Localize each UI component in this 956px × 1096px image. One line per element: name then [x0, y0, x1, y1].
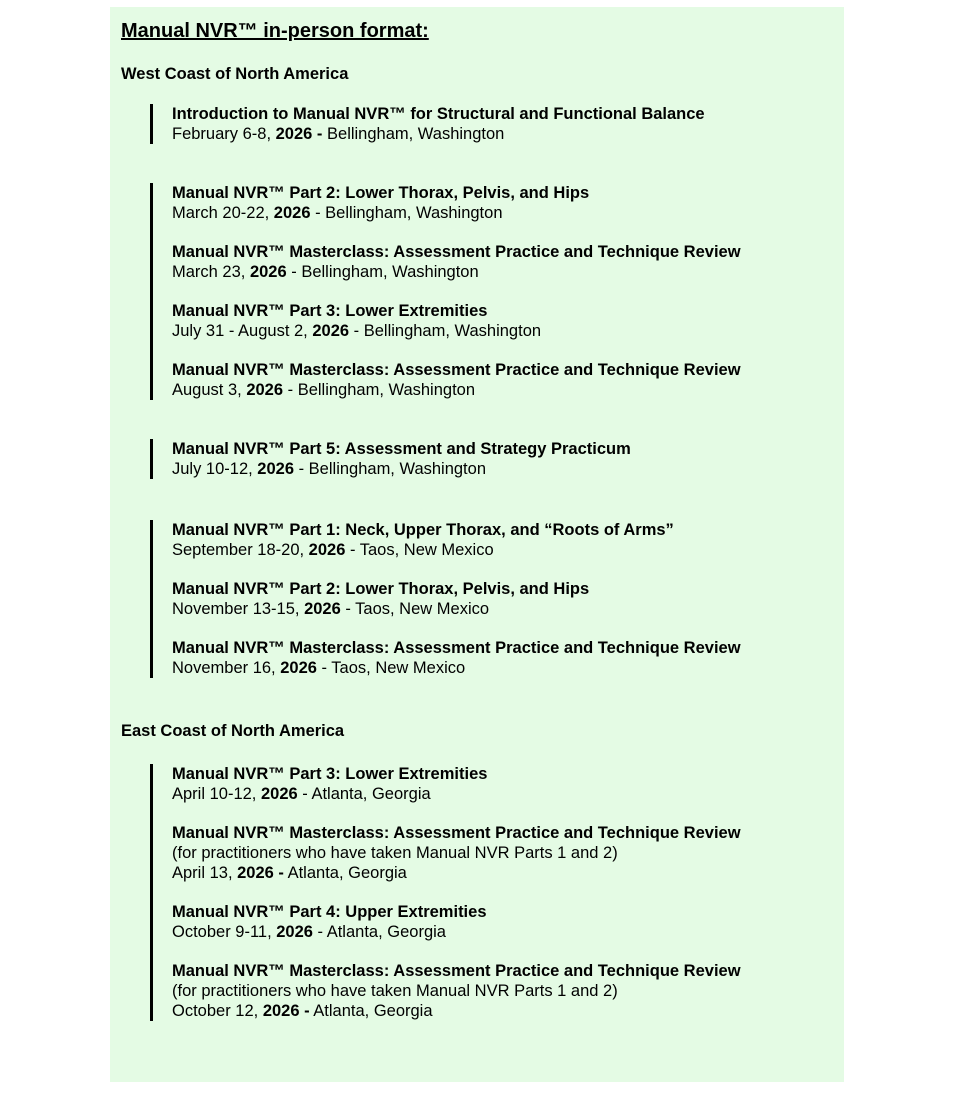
event-date: November 16, 2026 - Taos, New Mexico — [172, 659, 466, 677]
event-title: Introduction to Manual NVR™ for Structural and Functional Balance — [172, 105, 705, 123]
event-title: Manual NVR™ Part 3: Lower Extremities — [172, 765, 488, 783]
event-date: October 9-11, 2026 - Atlanta, Georgia — [172, 923, 446, 941]
event-title: Manual NVR™ Part 1: Neck, Upper Thorax, and “Roots of Arms” — [172, 521, 674, 539]
event-title: Manual NVR™ Masterclass: Assessment Practice and Technique Review — [172, 962, 741, 980]
event-item — [172, 183, 741, 223]
event-item — [172, 242, 741, 282]
event-note: (for practitioners who have taken Manual NVR Parts 1 and 2) — [172, 844, 618, 862]
event-date: April 13, 2026 - Atlanta, Georgia — [172, 864, 407, 882]
event-item — [172, 439, 631, 479]
event-date: April 10-12, 2026 - Atlanta, Georgia — [172, 785, 431, 803]
event-date: November 13-15, 2026 - Taos, New Mexico — [172, 600, 490, 618]
event-item — [172, 104, 705, 144]
event-item — [172, 360, 741, 400]
event-title: Manual NVR™ Part 5: Assessment and Strategy Practicum — [172, 440, 631, 458]
event-date: March 20-22, 2026 - Bellingham, Washington — [172, 204, 503, 222]
event-title: Manual NVR™ Part 2: Lower Thorax, Pelvis, and Hips — [172, 580, 590, 598]
east-group-1 — [150, 764, 741, 1021]
event-title: Manual NVR™ Masterclass: Assessment Practice and Technique Review — [172, 824, 741, 842]
event-title: Manual NVR™ Masterclass: Assessment Practice and Technique Review — [172, 361, 741, 379]
event-date: July 31 - August 2, 2026 - Bellingham, Washington — [172, 322, 542, 340]
east-coast-heading: East Coast of North America — [121, 722, 345, 740]
event-title: Manual NVR™ Masterclass: Assessment Practice and Technique Review — [172, 243, 741, 261]
west-group-1 — [150, 104, 705, 144]
west-coast-heading: West Coast of North America — [121, 65, 349, 83]
event-date: September 18-20, 2026 - Taos, New Mexico — [172, 541, 494, 559]
event-date: July 10-12, 2026 - Bellingham, Washington — [172, 460, 486, 478]
west-group-4 — [150, 520, 741, 678]
event-title: Manual NVR™ Masterclass: Assessment Practice and Technique Review — [172, 639, 741, 657]
west-group-2 — [150, 183, 741, 400]
west-group-3 — [150, 439, 631, 479]
event-item — [172, 301, 741, 341]
event-item — [172, 961, 741, 1021]
event-date: March 23, 2026 - Bellingham, Washington — [172, 263, 479, 281]
event-item — [172, 520, 741, 560]
event-date: October 12, 2026 - Atlanta, Georgia — [172, 1002, 433, 1020]
event-date: February 6-8, 2026 - Bellingham, Washington — [172, 125, 505, 143]
event-title: Manual NVR™ Part 2: Lower Thorax, Pelvis, and Hips — [172, 184, 590, 202]
event-item — [172, 902, 741, 942]
event-title: Manual NVR™ Part 3: Lower Extremities — [172, 302, 488, 320]
event-date: August 3, 2026 - Bellingham, Washington — [172, 381, 476, 399]
event-item — [172, 764, 741, 804]
event-title: Manual NVR™ Part 4: Upper Extremities — [172, 903, 487, 921]
event-item — [172, 823, 741, 883]
event-item — [172, 579, 741, 619]
event-item — [172, 638, 741, 678]
page-title: Manual NVR™ in-person format: — [121, 20, 429, 42]
event-note: (for practitioners who have taken Manual NVR Parts 1 and 2) — [172, 982, 618, 1000]
